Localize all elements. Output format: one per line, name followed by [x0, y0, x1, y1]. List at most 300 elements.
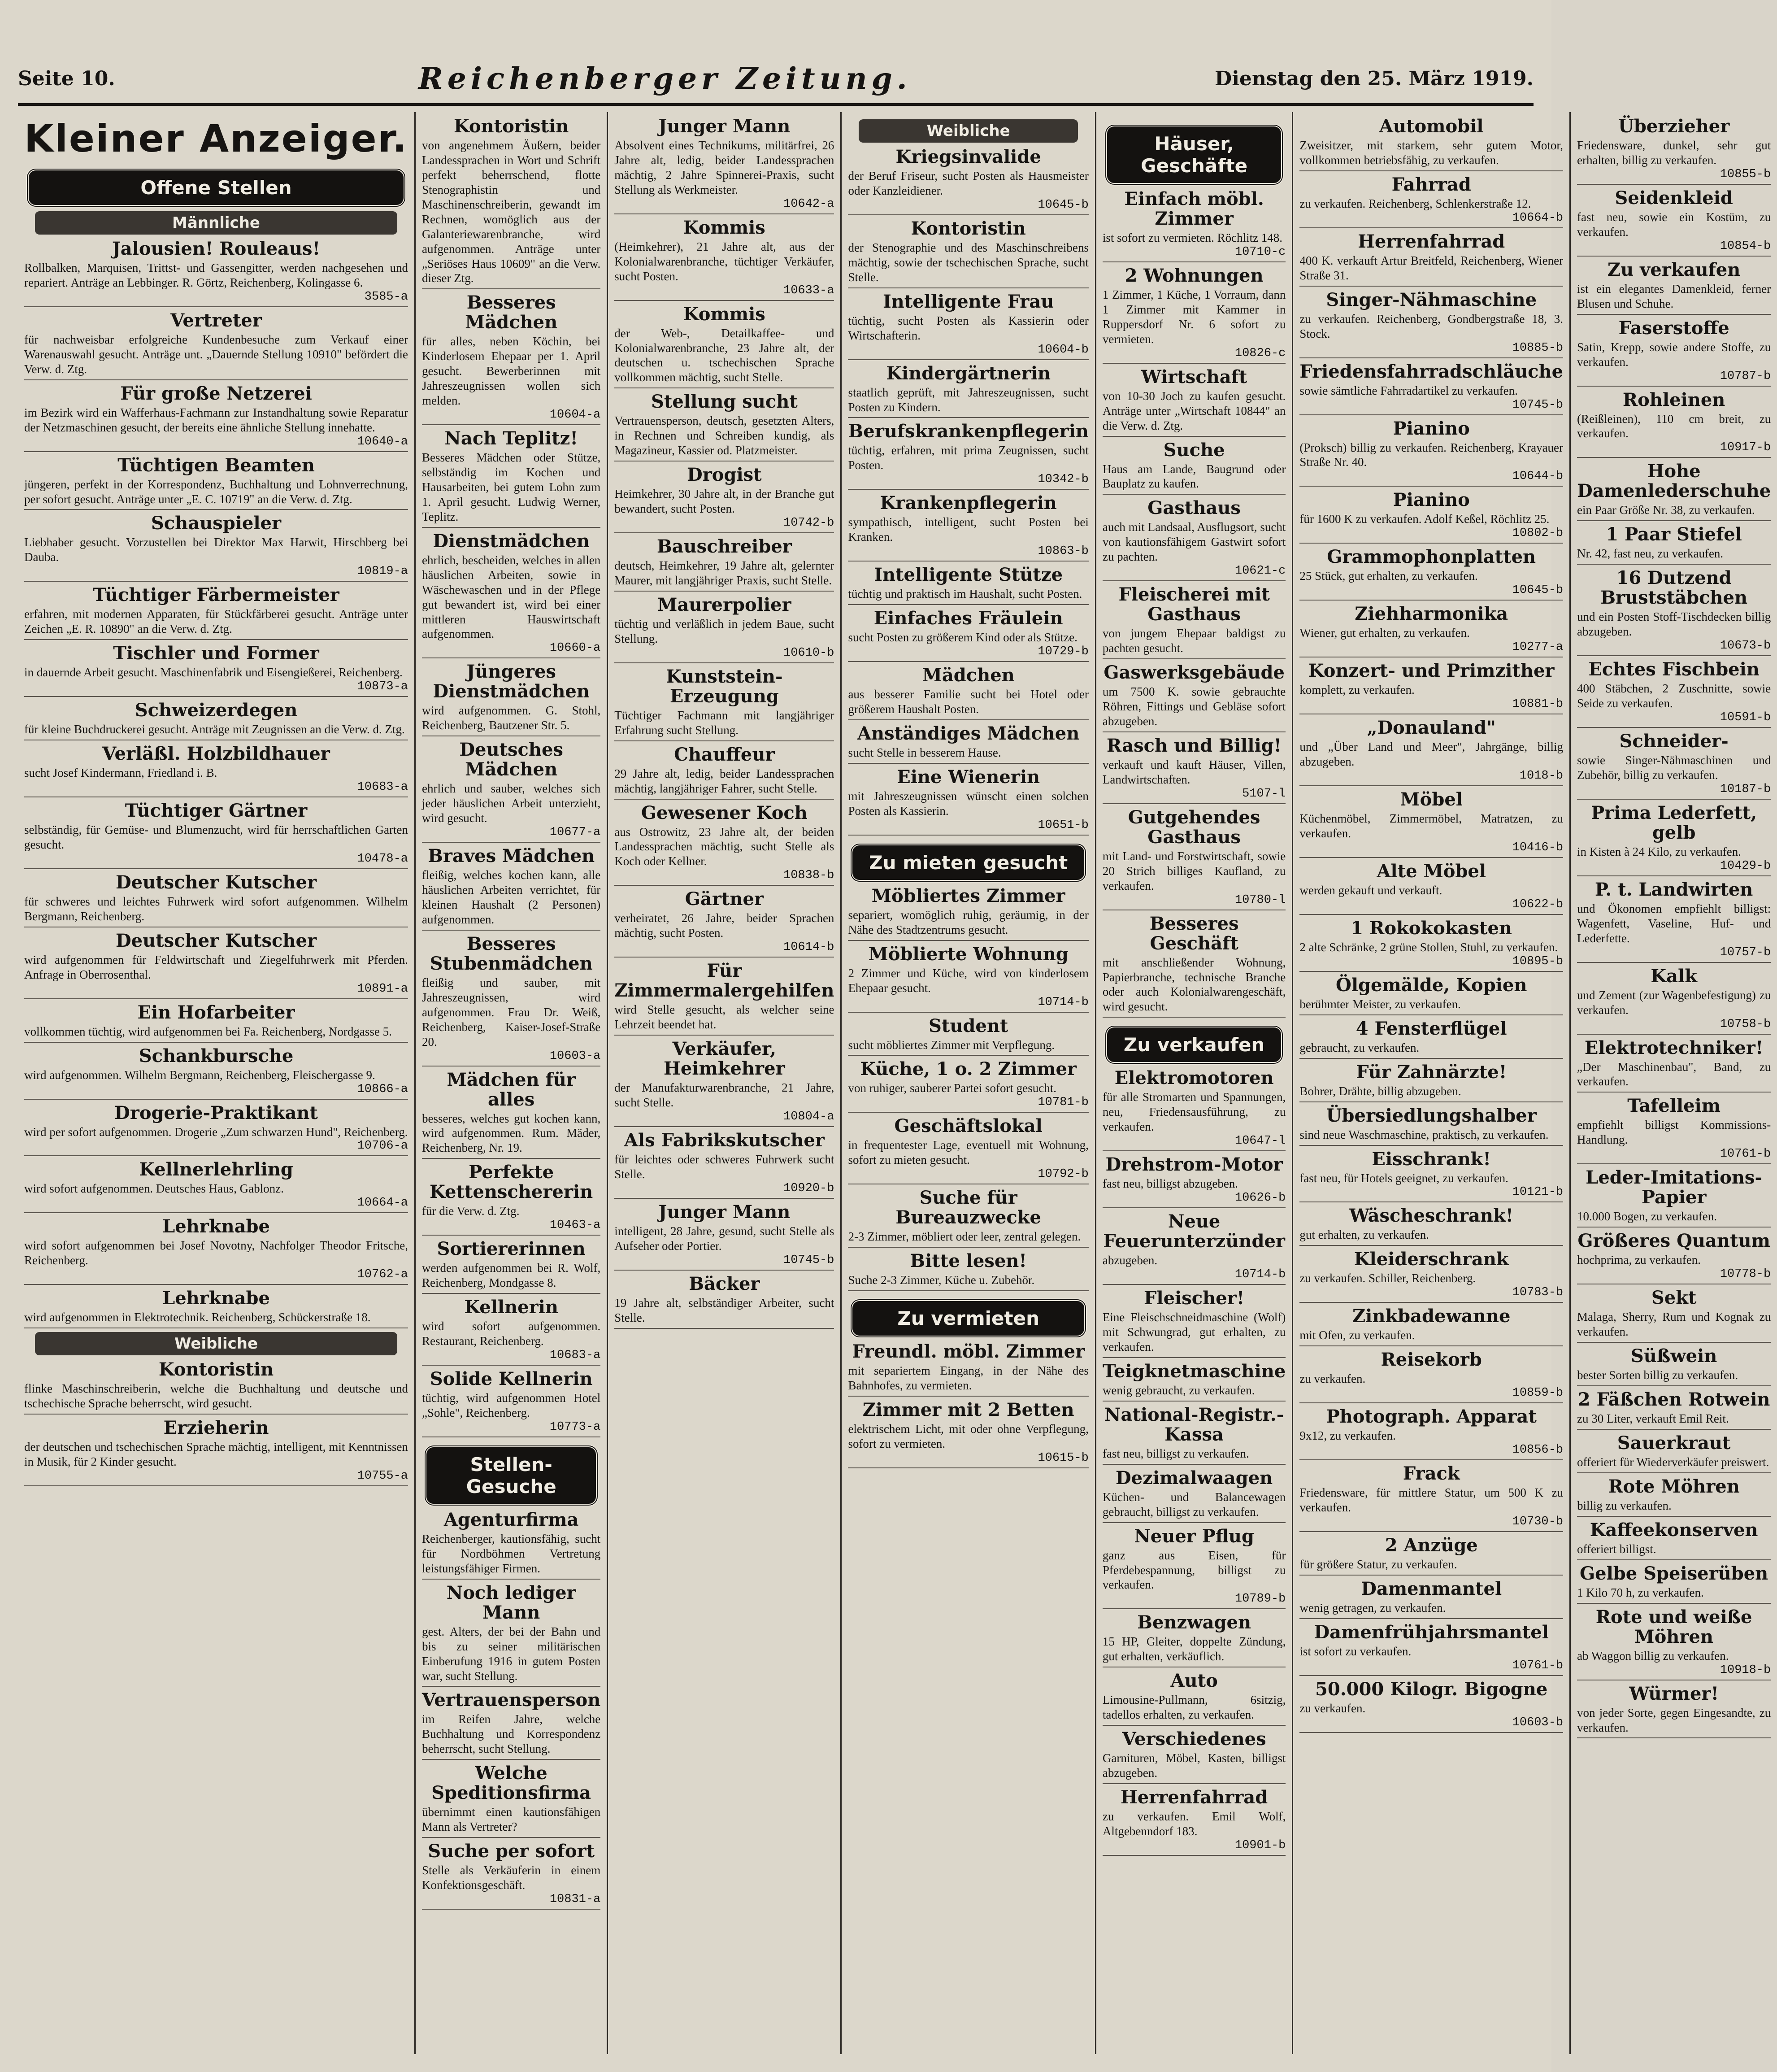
ad-body: ehrlich, bescheiden, welches in allen häuslichen Arbeiten, sowie in Wäschewaschen und in der Pflege gut bewandert ist, wird bei einer mittleren Hauswirtschaft aufgenommen.: [422, 553, 601, 641]
ad-title: Tischler und Former: [113, 643, 319, 664]
ad-title: Zimmer mit 2 Betten: [862, 1399, 1074, 1420]
ad-code: 10710-c: [1234, 245, 1286, 259]
ad-body: jüngeren, perfekt in der Korrespondenz, Buchhaltung und Lohnverrechnung, per sofort gesucht. Anträge unter „E. C. 10719" an die Verw. d. Ztg.: [24, 477, 408, 506]
ad-body: Friedensware, dunkel, sehr gut erhalten, billig zu verkaufen.: [1577, 139, 1771, 167]
classified-ad: [1103, 1212, 1286, 1285]
column-3: [608, 112, 842, 2054]
ad-body: fast neu, sowie ein Kostüm, zu verkaufen.: [1577, 210, 1771, 239]
ad-body: in dauernde Arbeit gesucht. Maschinenfabrik und Eisengießerei, Reichenberg.: [24, 666, 403, 679]
classified-ad: [1299, 490, 1563, 544]
ad-title: Eisschrank!: [1372, 1148, 1491, 1170]
ad-title: Pianino: [1393, 489, 1470, 511]
ad-title: Kommis: [683, 217, 765, 238]
ad-title: Jalousien! Rouleaus!: [112, 238, 321, 259]
ad-code: 10642-a: [783, 197, 834, 211]
classified-ad: [422, 1239, 600, 1294]
classified-ad: [422, 1690, 600, 1760]
ad-title: Kellnerin: [464, 1297, 558, 1318]
classified-ad: [1577, 1433, 1771, 1473]
ad-code: 10854-b: [1720, 239, 1771, 253]
ad-body: in frequentester Lage, eventuell mit Wohnung, sofort zu mieten gesucht.: [848, 1138, 1089, 1167]
classified-ad: [1577, 568, 1771, 656]
ad-body: intelligent, 28 Jahre, gesund, sucht Stelle als Aufseher oder Portier.: [614, 1224, 834, 1253]
classified-ad: [1299, 1407, 1563, 1460]
ad-body: sind neue Waschmaschine, praktisch, zu verkaufen.: [1299, 1127, 1549, 1141]
ad-body: 9x12, zu verkaufen.: [1299, 1429, 1396, 1443]
ad-body: wird Stelle gesucht, als welcher seine Lehrzeit beendet hat.: [614, 1003, 834, 1032]
classified-ad: [1299, 1106, 1563, 1146]
ad-code: 10783-b: [1512, 1286, 1564, 1300]
ad-code: 10463-a: [549, 1219, 601, 1232]
ad-title: Damenmantel: [1361, 1578, 1502, 1599]
classified-ad: [1103, 440, 1286, 495]
classified-ad: [422, 1841, 600, 1910]
classified-ad: [24, 585, 408, 640]
ad-body: Absolvent eines Technikums, militärfrei, 26 Jahre alt, ledig, beider Landessprachen mächtig, 2 Jahre Spinnerei-Praxis, sucht Stellung als Werkmeister.: [614, 139, 834, 196]
ad-code: 10622-b: [1512, 897, 1564, 911]
ad-title: Bäcker: [689, 1273, 760, 1294]
classified-ad: [1577, 880, 1771, 963]
ad-body: mit Jahreszeugnissen wünscht einen solchen Posten als Kassierin.: [848, 789, 1089, 818]
ad-body: Vertrauensperson, deutsch, gesetzten Alters, in Rechnen und Schreiben kundig, als Magazineur, Kassier od. Platzmeister.: [614, 414, 834, 457]
ad-body: Wiener, gut erhalten, zu verkaufen.: [1299, 626, 1470, 640]
ad-title: Erzieherin: [163, 1417, 269, 1439]
ad-title: Schweizerdegen: [135, 700, 298, 721]
classified-ad: [24, 931, 408, 999]
ad-title: Ölgemälde, Kopien: [1335, 974, 1527, 996]
classified-ad: [1299, 1249, 1563, 1303]
ad-code: 10742-b: [783, 516, 834, 530]
ad-body: Küchenmöbel, Zimmermöbel, Matratzen, zu verkaufen.: [1299, 812, 1564, 840]
classified-ad: [24, 1360, 408, 1415]
classified-ad: [848, 422, 1088, 490]
ad-title: Berufskrankenpflegerin: [848, 421, 1089, 442]
ad-body: „Der Maschinenbau", Band, zu verkaufen.: [1577, 1060, 1771, 1088]
ad-code: 10745-b: [1512, 398, 1564, 412]
classified-ad: [1577, 390, 1771, 458]
ad-title: Kleiderschrank: [1354, 1249, 1509, 1270]
ad-body: Limousine-Pullmann, 6sitzig, tadellos erhalten, zu verkaufen.: [1102, 1693, 1286, 1722]
classified-ad: [614, 218, 834, 301]
classified-ad: [1103, 1788, 1286, 1856]
ad-code: 10342-b: [1038, 473, 1089, 487]
ad-title: Echtes Fischbein: [1588, 659, 1760, 680]
ad-body: und Zement (zur Wagenbefestigung) zu verkaufen.: [1577, 988, 1771, 1017]
classified-ad: [848, 1400, 1088, 1468]
label-zu-verkaufen: Zu verkaufen: [1104, 1025, 1284, 1065]
classified-ad: [1299, 661, 1563, 714]
ad-code: 10804-a: [783, 1110, 834, 1123]
ad-title: Tüchtiger Gärtner: [125, 800, 308, 821]
ad-title: Größeres Quantum: [1577, 1230, 1770, 1252]
classified-ad: [1299, 718, 1563, 786]
classified-ad: [1577, 1477, 1771, 1517]
ad-code: 10603-a: [549, 1049, 601, 1063]
ad-body: berühmter Meister, zu verkaufen.: [1299, 997, 1461, 1011]
ad-title: Kontoristin: [453, 116, 569, 137]
ad-body: Bohrer, Drähte, billig abzugeben.: [1299, 1084, 1461, 1098]
classified-ad: [1299, 232, 1563, 287]
ad-title: Solide Kellnerin: [430, 1368, 593, 1389]
classified-ad: [1103, 1613, 1286, 1667]
ad-body: und ein Posten Stoff-Tischdecken billig abzugeben.: [1577, 610, 1771, 639]
ad-code: 10706-a: [357, 1139, 408, 1153]
ad-body: wenig getragen, zu verkaufen.: [1299, 1601, 1446, 1615]
classified-ad: [422, 1070, 600, 1159]
column-6: [1293, 112, 1571, 2054]
ad-title: Krankenpflegerin: [880, 492, 1057, 514]
ad-body: sowie Singer-Nähmaschinen und Zubehör, billig zu verkaufen.: [1577, 753, 1771, 782]
label-maennliche: Männliche: [35, 211, 397, 235]
ad-title: Suche für Bureauzwecke: [895, 1187, 1041, 1228]
ad-code: 10683-a: [549, 1349, 601, 1362]
ad-title: Süßwein: [1630, 1345, 1717, 1367]
ad-body: Nr. 42, fast neu, zu verkaufen.: [1577, 547, 1724, 561]
ad-title: Drogerie-Praktikant: [114, 1102, 318, 1123]
ad-title: Automobil: [1379, 116, 1484, 137]
ad-body: besseres, welches gut kochen kann, wird aufgenommen. Rum. Mäder, Reichenberg, Nr. 19.: [422, 1111, 601, 1155]
ad-title: Hohe Damenlederschuhe: [1577, 461, 1771, 502]
ad-title: Bauschreiber: [656, 536, 792, 557]
ad-code: 10644-b: [1512, 470, 1564, 483]
ad-body: abzugeben.: [1102, 1254, 1158, 1267]
ad-code: 10730-b: [1512, 1515, 1564, 1528]
ad-title: Kunststein-Erzeugung: [666, 666, 783, 707]
ad-body: ist ein elegantes Damenkleid, ferner Blusen und Schuhe.: [1577, 282, 1771, 310]
ad-body: Suche 2-3 Zimmer, Küche u. Zubehör.: [848, 1273, 1035, 1287]
ad-code: 10745-b: [783, 1253, 834, 1267]
ad-title: Leder-Imitations-Papier: [1586, 1167, 1763, 1208]
classified-ad: [614, 1202, 834, 1271]
ad-body: Malaga, Sherry, Rum und Kognak zu verkaufen.: [1577, 1310, 1771, 1339]
classified-ad: [1299, 419, 1563, 487]
ad-body: ehrlich und sauber, welches sich jeder häuslichen Arbeit unterzieht, wird gesucht.: [422, 782, 601, 825]
ad-code: 10673-b: [1720, 639, 1771, 653]
ad-title: Intelligente Frau: [882, 291, 1054, 312]
ad-title: Rohleinen: [1622, 389, 1725, 410]
ad-body: mit Ofen, zu verkaufen.: [1299, 1328, 1415, 1342]
ad-title: Mädchen für alles: [447, 1069, 576, 1110]
classified-ad: [1299, 1149, 1563, 1203]
ad-body: Zweisitzer, mit starkem, sehr gutem Motor, vollkommen betriebsfähig, zu verkaufen.: [1299, 139, 1564, 167]
ad-body: Liebhaber gesucht. Vorzustellen bei Direktor Max Harwit, Hirschberg bei Dauba.: [24, 535, 408, 564]
classified-ad: [1577, 188, 1771, 257]
ad-code: 10755-a: [357, 1469, 408, 1483]
ad-title: Deutscher Kutscher: [115, 930, 317, 951]
label-weibliche: Weibliche: [859, 119, 1077, 143]
ad-title: Agenturfirma: [443, 1509, 579, 1530]
ad-title: Kontoristin: [911, 218, 1026, 239]
ad-title: Photograph. Apparat: [1326, 1406, 1537, 1428]
ad-code: 10792-b: [1038, 1167, 1089, 1181]
ad-code: 10615-b: [1038, 1451, 1089, 1465]
ad-code: 10604-b: [1038, 343, 1089, 357]
ad-title: Konzert- und Primzither: [1308, 660, 1555, 682]
ad-title: Deutsches Mädchen: [459, 739, 563, 780]
classified-ad: [1577, 260, 1771, 315]
classified-ad: [1103, 1155, 1286, 1208]
classified-ad: [614, 667, 834, 741]
classified-ad: [422, 1583, 600, 1687]
ad-body: Haus am Lande, Baugrund oder Bauplatz zu kaufen.: [1102, 462, 1286, 491]
ad-code: 10664-b: [1512, 211, 1564, 225]
ad-body: von jungem Ehepaar baldigst zu pachten gesucht.: [1102, 627, 1286, 655]
label-offene-stellen: Offene Stellen: [26, 168, 406, 208]
classified-ad: [614, 1274, 834, 1329]
classified-ad: [24, 801, 408, 869]
column-5: [1096, 112, 1293, 2054]
ad-body: 25 Stück, gut erhalten, zu verkaufen.: [1299, 569, 1478, 583]
ad-body: für größere Statur, zu verkaufen.: [1299, 1558, 1457, 1571]
ad-body: von angenehmem Äußern, beider Landessprachen in Wort und Schrift perfekt beherrschend, flotte Stenographistin und Maschinenschreiberin, gewandt im Rechnen, womöglich aus der Galanteriewarenbranche, wird aufgenommen. Anträge unter „Seriöses Haus 10609" an die Verw. dieser Ztg.: [422, 139, 601, 285]
ad-body: fleißig und sauber, mit Jahreszeugnissen, wird aufgenommen. Frau Dr. Weiß, Reichenberg, Kaiser-Josef-Straße 20.: [422, 975, 601, 1049]
classified-ad: [1577, 803, 1771, 876]
ad-title: Seidenkleid: [1615, 187, 1733, 209]
ad-title: Vertrauensperson: [422, 1689, 601, 1711]
ad-body: wenig gebraucht, zu verkaufen.: [1102, 1383, 1255, 1397]
ad-body: Satin, Krepp, sowie andere Stoffe, zu verkaufen.: [1577, 340, 1771, 369]
ad-title: Für große Netzerei: [120, 383, 312, 404]
classified-ad: [848, 565, 1088, 605]
classified-ad: [24, 1103, 408, 1157]
ad-title: Küche, 1 o. 2 Zimmer: [860, 1058, 1077, 1080]
ad-title: Verkäufer, Heimkehrer: [664, 1038, 785, 1080]
classified-ad: [1577, 1564, 1771, 1604]
ad-title: Zu verkaufen: [1607, 259, 1741, 280]
ad-body: billig zu verkaufen.: [1577, 1498, 1672, 1512]
ad-body: 10.000 Bogen, zu verkaufen.: [1577, 1210, 1717, 1223]
classified-ad: [848, 666, 1088, 720]
ad-title: Besseres Geschäft: [1149, 913, 1239, 954]
ad-body: fast neu, für Hotels geeignet, zu verkaufen.: [1299, 1171, 1508, 1185]
ad-body: fast neu, billigst zu verkaufen.: [1102, 1446, 1249, 1460]
ad-body: für 1600 K zu verkaufen. Adolf Keßel, Röchlitz 25.: [1299, 512, 1550, 526]
ad-body: und „Über Land und Meer", Jahrgänge, billig abzugeben.: [1299, 740, 1564, 769]
ad-code: 10826-c: [1234, 346, 1286, 360]
ad-code: 10918-b: [1720, 1663, 1771, 1677]
ad-title: Benzwagen: [1137, 1612, 1251, 1633]
ad-title: Sekt: [1651, 1287, 1697, 1309]
ad-code: 10651-b: [1038, 818, 1089, 832]
ad-title: Grammophonplatten: [1327, 546, 1536, 568]
ad-title: Gutgehendes Gasthaus: [1128, 806, 1260, 848]
ad-code: 10838-b: [783, 869, 834, 883]
ad-body: 1 Zimmer, 1 Küche, 1 Vorraum, dann 1 Zimmer mit Kammer in Ruppersdorf Nr. 6 sofort zu vermieten.: [1102, 287, 1286, 346]
ad-title: Fahrrad: [1391, 174, 1471, 195]
classified-ad: [422, 1369, 600, 1437]
ad-code: 10591-b: [1720, 711, 1771, 724]
label-haeuser: Häuser, Geschäfte: [1104, 124, 1284, 186]
ad-title: Für Zahnärzte!: [1356, 1061, 1507, 1083]
classified-ad: [848, 945, 1088, 1013]
ad-body: staatlich geprüft, mit Jahreszeugnissen, sucht Posten zu Kindern.: [848, 385, 1089, 414]
ad-body: (Heimkehrer), 21 Jahre alt, aus der Kolonialwarenbranche, tüchtiger Verkäufer, sucht Posten.: [614, 239, 834, 283]
classified-ad: [1577, 1684, 1771, 1739]
ad-body: zu verkaufen.: [1299, 1372, 1366, 1386]
ad-title: Jüngeres Dienstmädchen: [433, 661, 590, 702]
ad-code: 10856-b: [1512, 1443, 1564, 1457]
classified-ad: [1577, 318, 1771, 387]
ad-title: Chauffeur: [674, 744, 775, 765]
ad-body: zu verkaufen. Reichenberg, Schlenkerstraße 12.: [1299, 196, 1531, 210]
classified-ad: [1577, 525, 1771, 565]
ad-body: sucht Josef Kindermann, Friedland i. B.: [24, 766, 217, 780]
ad-body: Stelle als Verkäuferin in einem Konfektionsgeschäft.: [422, 1863, 601, 1892]
ad-code: 3585-a: [364, 290, 408, 304]
classified-ad: [848, 886, 1088, 941]
classified-ad: [422, 1162, 600, 1236]
ad-title: 2 Wohnungen: [1125, 265, 1264, 286]
ad-body: tüchtig, wird aufgenommen Hotel „Sohle", Reichenberg.: [422, 1391, 601, 1419]
ad-title: Friedensfahrradschläuche: [1299, 361, 1564, 382]
ad-title: Verschiedenes: [1122, 1728, 1266, 1750]
ad-body: von ruhiger, sauberer Partei sofort gesucht.: [848, 1081, 1056, 1095]
ad-title: Junger Mann: [658, 1201, 791, 1223]
ad-title: Besseres Mädchen: [465, 292, 558, 333]
ad-code: 10761-b: [1720, 1147, 1771, 1161]
ad-title: Rote und weiße Möhren: [1595, 1606, 1752, 1647]
ad-code: 10901-b: [1234, 1838, 1286, 1852]
ad-code: 10866-a: [357, 1082, 408, 1096]
classified-ad: [614, 392, 834, 461]
ad-title: Herrenfahrrad: [1121, 1787, 1268, 1808]
classified-ad: [848, 1059, 1088, 1113]
classified-ad: [848, 219, 1088, 288]
ad-body: offeriert billigst.: [1577, 1542, 1656, 1556]
ad-code: 10891-a: [357, 982, 408, 996]
ad-body: empfiehlt billigst Kommissions-Handlung.: [1577, 1118, 1771, 1147]
ad-body: für alle Stromarten und Spannungen, neu, Friedensausführung, zu verkaufen.: [1102, 1090, 1286, 1134]
ad-body: werden aufgenommen bei R. Wolf, Reichenberg, Mondgasse 8.: [422, 1261, 601, 1290]
ad-code: 10647-l: [1234, 1134, 1286, 1148]
ad-title: Bitte lesen!: [910, 1250, 1027, 1272]
ad-title: Einfaches Fräulein: [873, 608, 1063, 629]
ad-title: 50.000 Kilogr. Bigogne: [1315, 1678, 1548, 1700]
ad-body: tüchtig und verläßlich in jedem Baue, sucht Stellung.: [614, 617, 834, 645]
ad-body: ab Waggon billig zu verkaufen.: [1577, 1649, 1729, 1663]
classified-ad: [24, 239, 408, 307]
classified-ad: [24, 1418, 408, 1486]
ad-code: 10831-a: [549, 1893, 601, 1906]
ad-code: 10758-b: [1720, 1017, 1771, 1031]
ad-title: Kindergärtnerin: [886, 362, 1051, 384]
ad-body: 2 Zimmer und Küche, wird von kinderlosem Ehepaar gesucht.: [848, 966, 1089, 995]
ad-body: wird sofort aufgenommen bei Josef Novotny, Nachfolger Theodor Fritsche, Reichenberg.: [24, 1239, 408, 1267]
ad-code: 10881-b: [1512, 697, 1564, 711]
ad-title: Student: [928, 1015, 1008, 1036]
ad-title: Deutscher Kutscher: [115, 871, 317, 893]
classified-ad: [848, 724, 1088, 764]
ad-title: Schneider-: [1619, 731, 1729, 752]
classified-ad: [614, 595, 834, 663]
classified-ad: [1299, 1464, 1563, 1532]
ad-title: Rasch und Billig!: [1107, 735, 1282, 756]
classified-ad: [1299, 1350, 1563, 1403]
ad-body: sowie sämtliche Fahrradartikel zu verkaufen.: [1299, 383, 1518, 397]
ad-title: Für Zimmermalergehilfen: [614, 960, 834, 1001]
ad-body: 2 alte Schränke, 2 grüne Stollen, Stuhl, zu verkaufen.: [1299, 940, 1558, 954]
ad-body: 1 Kilo 70 h, zu verkaufen.: [1577, 1585, 1704, 1599]
classified-ad: [24, 1003, 408, 1043]
ad-body: bester Sorten billig zu verkaufen.: [1577, 1368, 1738, 1382]
ad-title: Würmer!: [1629, 1683, 1719, 1704]
classified-ad: [1103, 736, 1286, 804]
ad-body: flinke Maschinschreiberin, welche die Buchhaltung und deutsche und tschechische Sprache beherrscht, wird gesucht.: [24, 1382, 408, 1410]
ad-code: 10778-b: [1720, 1267, 1771, 1281]
ad-body: für alles, neben Köchin, bei Kinderlosem Ehepaar per 1. April gesucht. Bewerberinnen mit Jahreszeugnissen wollen sich melden.: [422, 335, 601, 408]
classified-ad: [24, 744, 408, 797]
ad-code: 10277-a: [1512, 640, 1564, 654]
ad-title: Drehstrom-Motor: [1105, 1154, 1283, 1175]
column-1: [18, 112, 416, 2054]
classified-ad: [614, 305, 834, 389]
classified-ad: [848, 147, 1088, 215]
ad-title: Drogist: [687, 464, 762, 486]
classified-ad: [1577, 1168, 1771, 1228]
column-4: [842, 112, 1096, 2054]
classified-ad: [614, 537, 834, 592]
ad-body: ist sofort zu vermieten. Röchlitz 148.: [1102, 231, 1283, 244]
ad-code: 1018-b: [1519, 769, 1564, 783]
ad-title: Noch lediger Mann: [446, 1582, 576, 1623]
ad-code: 10714-b: [1038, 995, 1089, 1009]
ad-title: Gasthaus: [1147, 497, 1241, 519]
ad-body: gebraucht, zu verkaufen.: [1299, 1040, 1420, 1054]
ad-code: 10787-b: [1720, 369, 1771, 383]
ad-body: elektrischem Licht, mit oder ohne Verpflegung, sofort zu vermieten.: [848, 1422, 1089, 1450]
ad-code: 10762-a: [357, 1268, 408, 1282]
ad-title: Gärtner: [685, 888, 764, 910]
ad-title: Maurerpolier: [657, 594, 791, 615]
ad-body: hochprima, zu verkaufen.: [1577, 1253, 1701, 1267]
classified-ad: [422, 117, 600, 289]
classified-ad: [24, 1160, 408, 1213]
ad-code: 10683-a: [357, 780, 408, 794]
ad-body: im Bezirk wird ein Wafferhaus-Fachmann zur Instandhaltung sowie Reparatur der Netzmaschinen gesucht, der bereits eine ähnliche Stellung innehatte.: [24, 405, 408, 434]
ad-body: mit anschließender Wohnung, Papierbranche, technische Branche oder auch Kolonialwarengeschäft, wird gesucht.: [1102, 955, 1286, 1014]
ad-title: Elektrotechniker!: [1584, 1037, 1764, 1058]
classified-ad: [1299, 1019, 1563, 1059]
ad-title: Dienstmädchen: [433, 530, 590, 552]
classified-ad: [422, 1763, 600, 1838]
ad-code: 10416-b: [1512, 840, 1564, 854]
ad-title: Als Fabrikskutscher: [624, 1129, 825, 1151]
ad-body: fast neu, billigst abzugeben.: [1102, 1177, 1238, 1191]
classified-ad: [614, 465, 834, 533]
ad-title: Fleischerei mit Gasthaus: [1118, 584, 1270, 625]
column-7: [1571, 112, 1777, 2054]
ad-body: für nachweisbar erfolgreiche Kundenbesuche zum Verkauf einer Warenauswahl gesucht. Anträge unt. „Dauernde Stellung 10910" befördert die Verw. d. Ztg.: [24, 332, 408, 376]
classified-ad: [24, 1217, 408, 1285]
ad-code: 10895-b: [1512, 954, 1564, 968]
classified-ad: [24, 873, 408, 927]
ad-title: Intelligente Stütze: [874, 564, 1063, 586]
ad-code: 10885-b: [1512, 341, 1564, 355]
ad-title: Fleischer!: [1143, 1288, 1245, 1309]
ad-body: erfahren, mit modernen Apparaten, für Stückfärberei gesucht. Anträge unter Zeichen „E. R. 10890" an die Verw. d. Ztg.: [24, 607, 408, 636]
ad-body: zu verkaufen. Reichenberg, Gondbergstraße 18, 3. Stock.: [1299, 312, 1564, 340]
ad-body: tüchtig, sucht Posten als Kassierin oder Wirtschafterin.: [848, 313, 1089, 342]
ad-title: Geschäftslokal: [894, 1115, 1043, 1137]
classified-ad: [1577, 117, 1771, 185]
classified-ad: [1103, 1468, 1286, 1523]
ad-body: von 10-30 Joch zu kaufen gesucht. Anträge unter „Wirtschaft 10844" an die Verw. d. Ztg.: [1102, 389, 1286, 432]
classified-ad: [24, 701, 408, 740]
ad-title: Möblierte Wohnung: [868, 943, 1069, 965]
ad-code: 10478-a: [357, 852, 408, 866]
ad-title: Überzieher: [1618, 116, 1730, 137]
ad-title: Übersiedlungshalber: [1326, 1105, 1537, 1126]
